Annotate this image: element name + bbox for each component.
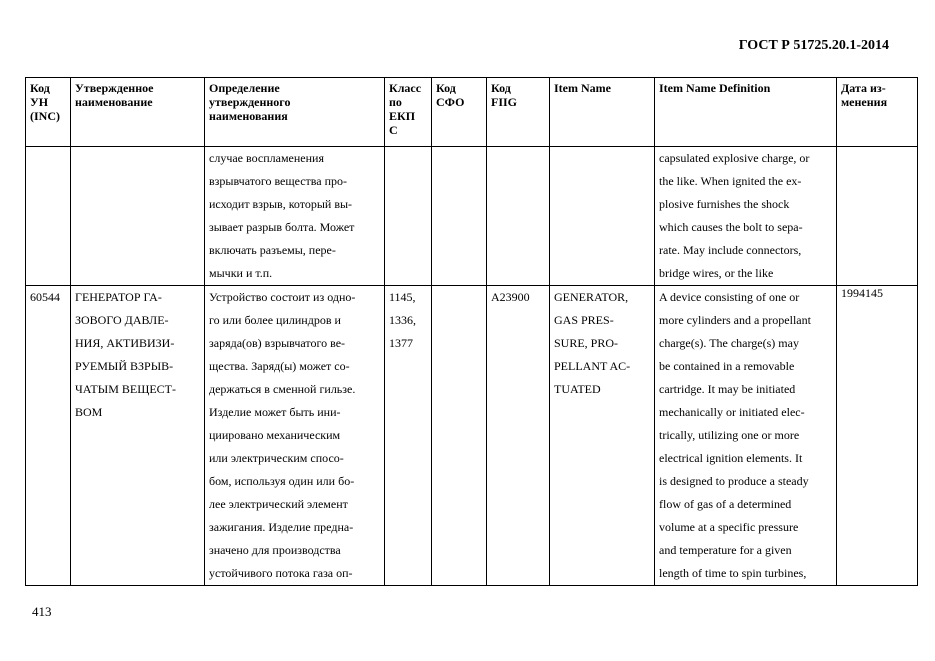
cell-text-line: which causes the bolt to sepa-	[659, 220, 803, 234]
column-header	[26, 78, 71, 147]
cell-text-line: be contained in a removable	[659, 359, 795, 373]
cell-text-line: capsulated explosive charge, or	[659, 151, 810, 165]
approved-name-cell	[71, 286, 205, 586]
definition-en-cell	[655, 147, 837, 286]
column-header-line: менения	[841, 95, 888, 109]
definition-ru-cell	[205, 147, 385, 286]
column-header-line: (INC)	[30, 109, 60, 123]
column-header-line: по	[389, 95, 402, 109]
cell-text-line: Изделие может быть ини-	[209, 405, 341, 419]
cell-text-line: and temperature for a given	[659, 543, 792, 557]
inc-code-cell	[26, 286, 71, 586]
cell-text-line: ГЕНЕРАТОР ГА-	[75, 290, 162, 304]
fiig-cell	[487, 147, 550, 286]
sfo-cell	[432, 147, 487, 286]
cell-text-line: циировано механическим	[209, 428, 341, 442]
cell-text-line: 1145,	[389, 290, 416, 304]
cell-text-line: лее электрический элемент	[209, 497, 348, 511]
cell-text-line: зывает разрыв болта. Может	[209, 220, 355, 234]
header-row	[26, 78, 918, 147]
cell-text-line: A device consisting of one or	[659, 290, 800, 304]
column-header-line: Item Name	[554, 81, 611, 95]
column-header-line: СФО	[436, 95, 465, 109]
table-body	[26, 147, 918, 586]
item-name-cell	[550, 147, 655, 286]
cell-text-line: GAS PRES-	[554, 313, 614, 327]
column-header-line: Код	[30, 81, 50, 95]
cell-text-line: GENERATOR,	[554, 290, 629, 304]
column-header	[655, 78, 837, 147]
column-header-line: наименования	[209, 109, 288, 123]
cell-text-line: mechanically or initiated elec-	[659, 405, 805, 419]
cell-text-line: исходит взрыв, который вы-	[209, 197, 353, 211]
change-date-cell	[837, 286, 918, 586]
cell-text-line: РУЕМЫЙ ВЗРЫВ-	[75, 359, 174, 373]
cell-text-line: plosive furnishes the shock	[659, 197, 790, 211]
page-number: 413	[32, 604, 52, 619]
definition-en-cell	[655, 286, 837, 586]
cell-text-line: щества. Заряд(ы) может со-	[209, 359, 350, 373]
column-header	[487, 78, 550, 147]
cell-text-line: volume at a specific pressure	[659, 520, 799, 534]
column-header	[385, 78, 432, 147]
table-row	[26, 286, 918, 586]
cell-text-line: 1377	[389, 336, 413, 350]
fiig-cell	[487, 286, 550, 586]
cell-text-line: ВОМ	[75, 405, 103, 419]
cell-text-line: PELLANT AC-	[554, 359, 631, 373]
sfo-cell	[432, 286, 487, 586]
column-header-line: Определение	[209, 81, 280, 95]
cell-text-line: ЧАТЫМ ВЕЩЕСТ-	[75, 382, 176, 396]
cell-text-line: или электрическим спосо-	[209, 451, 344, 465]
cell-text-line: случае воспламенения	[209, 151, 324, 165]
column-header-line: Код	[436, 81, 456, 95]
cell-text-line: electrical ignition elements. It	[659, 451, 803, 465]
class-cell	[385, 286, 432, 586]
cell-text-line: Устройство состоит из одно-	[209, 290, 356, 304]
cell-text-line: зажигания. Изделие предна-	[209, 520, 354, 534]
column-header-line: Код	[491, 81, 511, 95]
column-header-line: Дата из-	[841, 81, 886, 95]
cell-text-line: ЗОВОГО ДАВЛЕ-	[75, 313, 169, 327]
cell-text-line: bridge wires, or the like	[659, 266, 774, 280]
column-header-line: С	[389, 123, 398, 137]
column-header	[71, 78, 205, 147]
column-header-line: ЕКП	[389, 109, 416, 123]
cell-text-line: length of time to spin turbines,	[659, 566, 807, 580]
column-header-line: наименование	[75, 95, 153, 109]
data-table	[25, 77, 918, 586]
cell-text-line: 1994145	[841, 286, 883, 300]
cell-text-line: мычки и т.п.	[209, 266, 273, 280]
cell-text-line: charge(s). The charge(s) may	[659, 336, 799, 350]
cell-text-line: 1336,	[389, 313, 416, 327]
cell-text-line: cartridge. It may be initiated	[659, 382, 796, 396]
approved-name-cell	[71, 147, 205, 286]
cell-text-line: more cylinders and a propellant	[659, 313, 811, 327]
definition-ru-cell	[205, 286, 385, 586]
column-header-line: Item Name Definition	[659, 81, 771, 95]
cell-text-line: включать разъемы, пере-	[209, 243, 336, 257]
column-header-line: УН	[30, 95, 49, 109]
cell-text-line: НИЯ, АКТИВИЗИ-	[75, 336, 175, 350]
class-cell	[385, 147, 432, 286]
column-header	[837, 78, 918, 147]
cell-text-line: trically, utilizing one or more	[659, 428, 800, 442]
change-date-cell	[837, 147, 918, 286]
column-header	[205, 78, 385, 147]
table-row	[26, 147, 918, 286]
cell-text-line: бом, используя один или бо-	[209, 474, 355, 488]
column-header-line: Утвержденное	[75, 81, 154, 95]
cell-text-line: 60544	[30, 290, 60, 304]
cell-text-line: значено для производства	[209, 543, 341, 557]
cell-text-line: SURE, PRO-	[554, 336, 619, 350]
inc-code-cell	[26, 147, 71, 286]
cell-text-line: is designed to produce a steady	[659, 474, 809, 488]
document-header: ГОСТ Р 51725.20.1-2014	[738, 38, 889, 53]
column-header	[550, 78, 655, 147]
cell-text-line: заряда(ов) взрывчатого ве-	[209, 336, 346, 350]
cell-text-line: взрывчатого вещества про-	[209, 174, 348, 188]
item-name-cell	[550, 286, 655, 586]
cell-text-line: го или более цилиндров и	[209, 313, 341, 327]
cell-text-line: flow of gas of a determined	[659, 497, 792, 511]
cell-text-line: A23900	[491, 290, 530, 304]
column-header-line: утвержденного	[209, 95, 291, 109]
column-header	[432, 78, 487, 147]
column-header-line: Класс	[389, 81, 422, 95]
cell-text-line: rate. May include connectors,	[659, 243, 802, 257]
cell-text-line: TUATED	[554, 382, 601, 396]
cell-text-line: the like. When ignited the ex-	[659, 174, 802, 188]
cell-text-line: устойчивого потока газа оп-	[209, 566, 353, 580]
cell-text-line: держаться в сменной гильзе.	[209, 382, 356, 396]
column-header-line: FIIG	[491, 95, 518, 109]
